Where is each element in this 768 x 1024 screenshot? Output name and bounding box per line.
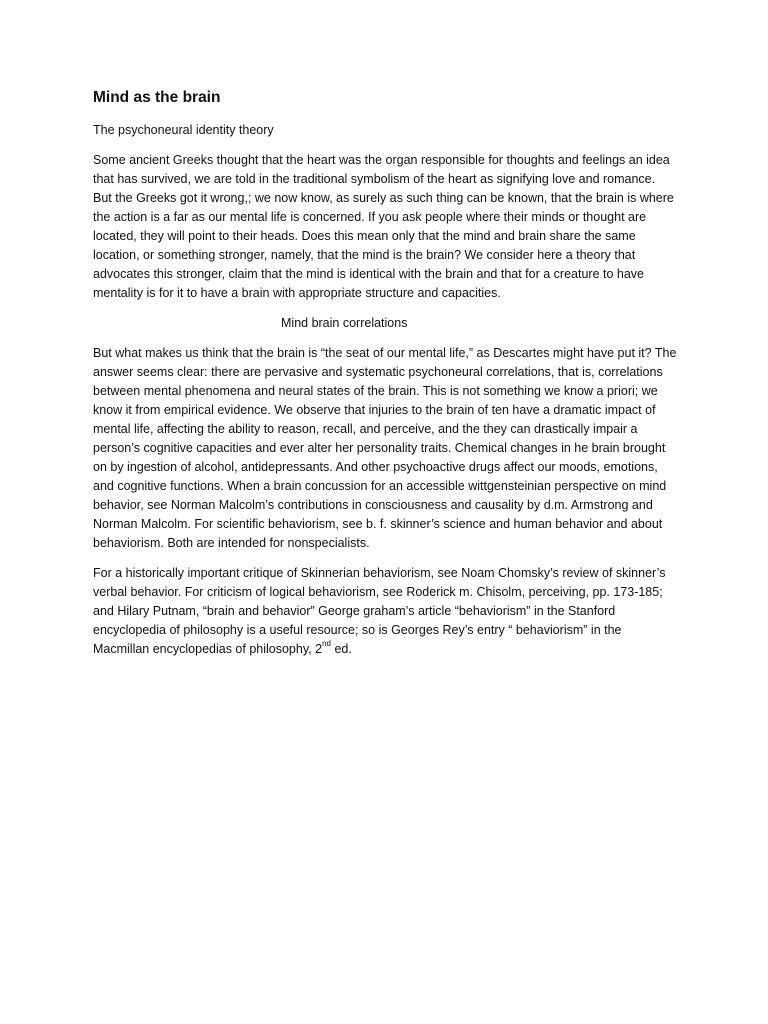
section-heading-correlations: Mind brain correlations: [281, 316, 408, 330]
references-main-text: For a historically important critique of Skinnerian behaviorism, see Noam Chomsky’s review of skinner’s verbal behavior. For criticism of logical behaviorism, see Roderick m. Chisolm, perceiving, pp. 173-185; and Hilary Putnam, “brain and behavior” George graham’s article “behaviorism” in the Stanford encyclopedia of philosophy is a useful resource; so is Georges Rey’s entry “ behaviorism” in the Macmillan encyclopedias of philosophy, 2: [93, 566, 666, 656]
page-subtitle: The psychoneural identity theory: [93, 123, 274, 137]
references-end-text: ed.: [330, 642, 352, 656]
paragraph-references: [93, 564, 677, 659]
page-title: Mind as the brain: [93, 89, 221, 106]
paragraph-correlations: But what makes us think that the brain is “the seat of our mental life,” as Descartes might have put it? The answer seems clear: there are pervasive and systematic psychoneural correlations, that is, correlations between mental phenomena and neural states of the brain. This is not something we know a priori; we know it from empirical evidence. We observe that injuries to the brain of ten have a dramatic impact of mental life, affecting the ability to reason, recall, and perceive, and the they can drastically impair a person’s cognitive capacities and ever alter her personality traits. Chemical changes in he brain brought on by ingestion of alcohol, antidepressants. And other psychoactive drugs affect our moods, emotions, and cognitive functions. When a brain concussion for an accessible wittgensteinian perspective on mind behavior, see Norman Malcolm’s contributions in consciousness and causality by d.m. Armstrong and Norman Malcolm. For scientific behaviorism, see b. f. skinner’s science and human behavior and about behaviorism. Both are intended for nonspecialists.: [93, 346, 677, 550]
ordinal-superscript: nd: [322, 638, 331, 648]
document-body: [93, 88, 677, 670]
paragraph-identity-theory: Some ancient Greeks thought that the heart was the organ responsible for thoughts and feelings an idea that has survived, we are told in the traditional symbolism of the heart as signifying love and romance. But the Greeks got it wrong,; we now know, as surely as such thing can be known, that the brain is where the action is a far as our mental life is concerned. If you ask people where their minds or thought are located, they will point to their heads. Does this mean only that the mind and brain share the same location, or something stronger, namely, that the mind is the brain? We consider here a theory that advocates this stronger, claim that the mind is identical with the brain and that for a creature to have mentality is for it to have a brain with appropriate structure and capacities.: [93, 153, 674, 300]
